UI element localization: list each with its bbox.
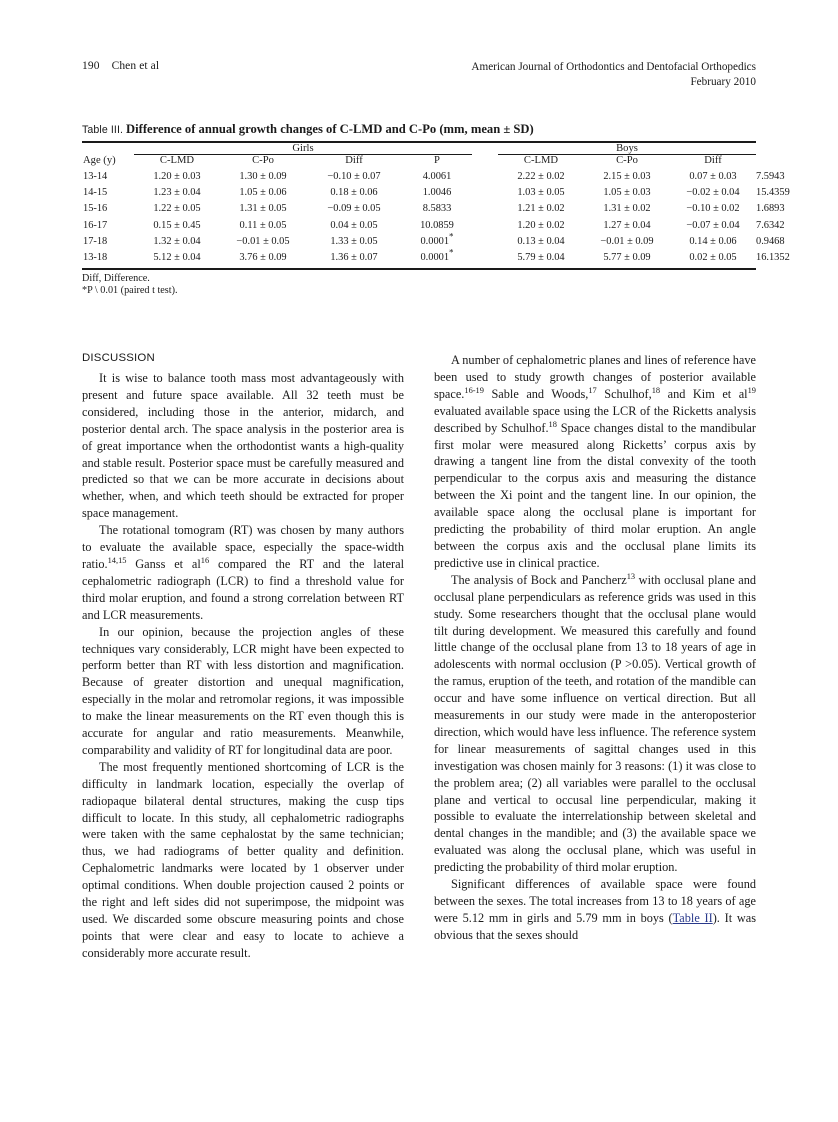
citation-18: 18 [651,385,661,395]
paragraph-right-1 [434,352,756,572]
table-group-header-row [82,143,756,155]
cell-boys-clmd: 1.20 ± 0.02 [517,219,565,231]
cell-boys-cpo: 2.15 ± 0.03 [603,171,651,182]
group-header-gap [472,143,498,155]
paragraph-left-2 [82,522,404,623]
paragraph-right-1-part-a: A number of cephalometric planes and lines of reference have been used to study growth changes of posterior available space. [434,353,756,401]
cell-age: 14-15 [83,187,108,199]
cell-age: 13-14 [83,171,108,182]
cell-girls-diff: 0.18 ± 0.06 [330,187,378,199]
paragraph-right-2 [434,572,756,876]
citation-13: 13 [626,571,636,581]
cell-girls-clmd: 1.20 ± 0.03 [153,171,201,182]
table-row: 14-15 1.23 ± 0.04 1.05 ± 0.06 0.18 ± 0.06 1.0046 1.03 ± 0.05 1.05 ± 0.03 −0.02 ± 0.04 15.4359 [82,185,756,201]
cell-age: 15-16 [83,203,108,215]
cell-boys-diff: 0.02 ± 0.05 [689,251,737,263]
paragraph-left-1: It is wise to balance tooth mass most advantageously with present and future space available. All 32 teeth must be considered, including those in the anterior, midarch, and posterior dental arch. The space analysis in the posterior area is of great importance when the orthodontist wants a high-quality and stable result. Posterior space must be carefully measured and predicted so that we can be more accurate in decisions about whether, when, and which teeth should be extracted for proper space management. [82,371,404,521]
right-column [434,352,756,1052]
citation-14-15: 14,15 [107,555,127,565]
column-header-gap [472,155,498,166]
issue-date: February 2010 [690,76,756,88]
table-row: 16-17 0.15 ± 0.45 0.11 ± 0.05 0.04 ± 0.05 10.0859 1.20 ± 0.02 1.27 ± 0.04 −0.07 ± 0.04 7.6342 [82,217,756,233]
cell-girls-clmd: 1.22 ± 0.05 [153,203,201,215]
significance-marker: * [449,247,454,258]
cell-girls-clmd: 1.32 ± 0.04 [153,235,201,247]
citation-16-19: 16-19 [464,385,484,395]
table-label: Table III. [82,124,124,136]
cell-age: 16-17 [83,219,108,231]
cell-boys-clmd: 5.79 ± 0.04 [517,251,565,263]
citation-16: 16 [200,555,210,565]
column-header-age: Age (y) [83,155,116,166]
table-bottom-rule [82,269,756,270]
column-header-girls-cpo: C-Po [252,155,274,166]
cell-gap [472,185,498,201]
paragraph-right-3 [434,876,756,944]
body-columns [82,352,756,1052]
cell-girls-clmd: 5.12 ± 0.04 [153,251,201,263]
column-header-girls-p: P [434,155,440,166]
cell-age: 17-18 [83,235,108,247]
group-header-spacer [82,143,134,155]
table-ii-crossref-link[interactable]: Table II [672,910,713,925]
table-iii [82,141,790,270]
cell-boys-cpo: −0.01 ± 0.09 [600,235,654,247]
cell-girls-cpo: 1.31 ± 0.05 [239,203,287,215]
running-head-left [82,60,159,72]
cell-girls-diff: −0.10 ± 0.07 [327,171,381,182]
cell-girls-p: 8.5833 [422,203,452,215]
cell-girls-cpo: 1.05 ± 0.06 [239,187,287,199]
column-header-boys-cpo: C-Po [616,155,638,166]
paragraph-right-1-part-b: Sable and Woods, [483,386,589,401]
cell-gap [472,249,498,269]
paragraph-right-1-part-e: evaluated available space using the LCR of the Ricketts analysis described by Schulhof. [434,403,756,435]
cell-girls-cpo: 3.76 ± 0.09 [239,251,287,263]
paragraph-left-4: The most frequently mentioned shortcoming of LCR is the difficulty in landmark location, especially the overlap of radiopaque bilateral dental structures, making the cusp tips difficult to locate. In this study, all cephalometric radiographs were taken with the same cephalostat by the same technician; thus, we had radiograms of better quality and definition. Cephalometric landmarks were located by 1 observer under optimal conditions. When double projection caused 2 points or the right and left sides did not superimpose, the midpoint was used. We discarded some obscure measuring points and chose points that were clear and easy to locate to achieve a considerably more accurate result. [82,759,404,960]
group-header-girls: Girls [292,143,314,154]
running-head [82,60,756,90]
cell-girls-p: 10.0859 [420,219,454,231]
paragraph-right-1-part-f: Space changes distal to the mandibular first molar were measured along Ricketts’ corpus axis by drawing a tangent line from the distal convexity of the tooth perpendicular to the corpus axis and measuring the distance between the Xi point and the tangent line. In our opinion, the available space along the occlusal plane is important for predicting the probability of third molar eruption. An angle between the corpus axis and the occlusal plane limits its predictive use in clinical practice. [434,420,756,570]
paragraph-left-2-part-c: compared the RT and the lateral cephalometric radiograph (LCR) to find a threshold value for third molar eruption, and found a strong correlation between RT and LCR measurements. [82,556,404,622]
cell-gap [472,166,498,185]
column-header-girls-clmd: C-LMD [159,155,195,166]
paragraph-right-1-part-d: and Kim et al [660,386,748,401]
significance-marker: * [449,231,454,242]
cell-boys-cpo: 1.31 ± 0.02 [603,203,651,215]
group-header-boys: Boys [616,143,638,154]
cell-girls-diff: 0.04 ± 0.05 [330,219,378,231]
cell-gap [472,233,498,249]
cell-boys-diff: 0.07 ± 0.03 [689,171,737,182]
cell-girls-cpo: −0.01 ± 0.05 [236,235,290,247]
cell-boys-cpo: 1.27 ± 0.04 [603,219,651,231]
cell-boys-diff: −0.02 ± 0.04 [686,187,740,199]
table-body [82,166,790,269]
cell-boys-cpo: 5.77 ± 0.09 [603,251,651,263]
table-row: 13-14 1.20 ± 0.03 1.30 ± 0.09 −0.10 ± 0.07 4.0061 2.22 ± 0.02 2.15 ± 0.03 0.07 ± 0.03 7.5943 [82,166,756,185]
cell-girls-p: 0.0001* [420,231,454,247]
cell-girls-p: 4.0061 [422,171,452,182]
citation-19: 19 [747,385,756,395]
cell-boys-clmd: 1.21 ± 0.02 [517,203,565,215]
paragraph-right-3-part-a: Significant differences of available space were found between the sexes. The total increases from 13 to 18 years of age were 5.12 mm in girls and 5.79 mm in boys ( [434,877,756,925]
paragraph-right-2-part-b: with occlusal plane and occlusal plane perpendiculars as reference grids was used in this study. Some researchers thought that the occlusal plane would tilt during development. We measured this carefully and found little change of the occlusal plane from 13 to 18 years of age in adolescents with normal occlusion (P >0.05). Vertical growth of the ramus, eruption of the teeth, and rotation of the mandible can occur and have some influence on vertical direction. But all measurements in our study were made in the anteroposterior direction, which would have less influence. The reference system for linear measurements of sagittal changes used in this investigation was chosen mainly for 3 reasons: (1) it was close to the problem area; (2) all variables were parallel to the occlusal plane and vertical to occusal line perpendicular, making it possible to evaluate the interrelationship between skeletal and dental changes in the mandible; and (3) the available space we evaluated was along the occlusal plane, which was useful in predicting the probability of third molar eruption. [434,572,756,875]
cell-girls-clmd: 1.23 ± 0.04 [153,187,201,199]
cell-boys-clmd: 2.22 ± 0.02 [517,171,565,182]
paragraph-right-1-part-c: Schulhof, [596,386,652,401]
table-caption [82,122,756,137]
cell-gap [472,217,498,233]
running-head-right [471,60,756,90]
cell-boys-diff: −0.10 ± 0.02 [686,203,740,215]
section-heading-discussion: DISCUSSION [82,352,155,364]
footnote-diff: Diff, Difference. [82,272,150,284]
cell-girls-p: 0.0001* [420,247,454,263]
cell-girls-cpo: 1.30 ± 0.09 [239,171,287,182]
page-number: 190 [82,60,100,72]
journal-title: American Journal of Orthodontics and Dentofacial Orthopedics [471,61,756,73]
cell-girls-p: 1.0046 [422,187,452,199]
cell-girls-diff: 1.33 ± 0.05 [330,235,378,247]
cell-boys-cpo: 1.05 ± 0.03 [603,187,651,199]
cell-girls-diff: −0.09 ± 0.05 [327,203,381,215]
column-header-girls-diff: Diff [345,155,363,166]
table-iii-block [82,122,790,298]
column-header-boys-clmd: C-LMD [523,155,559,166]
cell-boys-clmd: 0.13 ± 0.04 [517,235,565,247]
table-footnotes [82,273,756,298]
paragraph-right-3-part-b: ). It was obvious that the sexes should [434,910,756,942]
footnote-significance: *P \ 0.01 (paired t test). [82,285,178,297]
table-column-header-row [82,155,756,166]
cell-girls-cpo: 0.11 ± 0.05 [239,219,287,231]
paragraph-left-3: In our opinion, because the projection angles of these techniques vary considerably, LCR might have been expected to perform better than RT with less distortion and magnification. Because of greater distortion and unequal magnification, especially in the molar and retromolar regions, it was impossible to make the linear measurements on the RT even though this is accurate for angular and ratio measurements. Meanwhile, comparability and validity of RT for longitudinal data are poor. [82,624,404,757]
cell-boys-diff: 0.14 ± 0.06 [689,235,737,247]
table-row: 13-18 5.12 ± 0.04 3.76 ± 0.09 1.36 ± 0.07 0.0001* 5.79 ± 0.04 5.77 ± 0.09 0.02 ± 0.05 16.1352 [82,249,756,269]
table-row: 15-16 1.22 ± 0.05 1.31 ± 0.05 −0.09 ± 0.05 8.5833 1.21 ± 0.02 1.31 ± 0.02 −0.10 ± 0.02 1.6893 [82,201,756,217]
table-row: 17-18 1.32 ± 0.04 −0.01 ± 0.05 1.33 ± 0.05 0.0001* 0.13 ± 0.04 −0.01 ± 0.09 0.14 ± 0.06 0.9468 [82,233,756,249]
cell-girls-clmd: 0.15 ± 0.45 [153,219,201,231]
cell-gap [472,201,498,217]
table-caption-text: Difference of annual growth changes of C-LMD and C-Po (mm, mean ± SD) [126,122,534,136]
left-column [82,352,404,1052]
cell-boys-clmd: 1.03 ± 0.05 [517,187,565,199]
column-header-boys-diff: Diff [704,155,722,166]
cell-boys-diff: −0.07 ± 0.04 [686,219,740,231]
citation-18-second: 18 [548,419,557,429]
paragraph-left-2-part-a: The rotational tomogram (RT) was chosen by many authors to evaluate the available space, especially the space-width ratio. [82,523,404,571]
cell-age: 13-18 [83,251,108,263]
paragraph-right-2-part-a: The analysis of Bock and Pancherz [451,572,627,587]
running-head-authors: Chen et al [111,60,160,72]
citation-17: 17 [588,385,597,395]
cell-girls-diff: 1.36 ± 0.07 [330,251,378,263]
paragraph-left-2-part-b: Ganss et al [126,556,201,571]
